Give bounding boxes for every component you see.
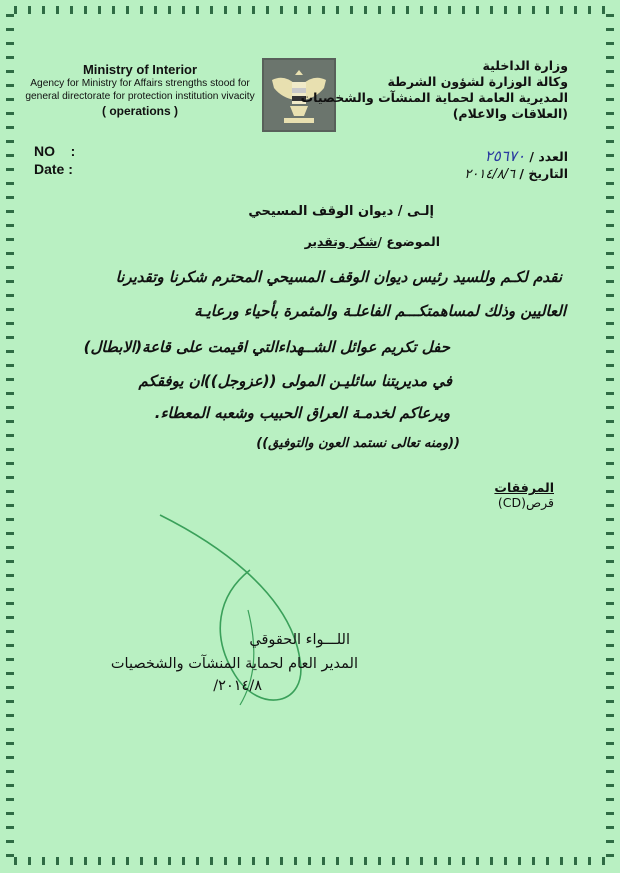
date-value: ٢٠١٤/٨/٦ [464, 167, 516, 182]
date-label-arabic: التاريخ / [519, 166, 568, 181]
no-date-fields [34, 142, 75, 178]
subject [305, 234, 440, 249]
attachments-item: قرص(CD) [497, 495, 554, 510]
attachments [494, 480, 554, 510]
ministry-name: Ministry of Interior [82, 62, 198, 77]
header-english [22, 62, 258, 118]
department-name-arabic: (العلاقات والاعلام) [452, 106, 568, 121]
signature-date: ٢٠١٤/٨/ [213, 678, 262, 694]
no-colon: : [70, 143, 76, 159]
no-label: NO [34, 143, 55, 159]
body-line: ويرعاكم لخدمـة العراق الحبيب وشعبه المعطاء. [154, 404, 450, 422]
agency-line-2: general directorate for protection institution vivacity [25, 91, 255, 102]
body-line: حفل تكريم عوائل الشــهداءالتي اقيمت على قاعة(الابطال) [83, 338, 450, 356]
reference-block [464, 148, 568, 183]
border-top [14, 6, 606, 14]
recipient: إلـى / ديوان الوقف المسيحي [248, 204, 434, 219]
date-label: Date : [34, 161, 73, 177]
closing-line: ((ومنه تعالى نستمد العون والتوفيق)) [256, 436, 460, 451]
header-arabic [301, 58, 568, 122]
subject-value: شكر وتقدير [304, 234, 378, 249]
number-label: العدد / [529, 149, 568, 164]
agency-name-arabic: وكالة الوزارة لشؤون الشرطة [387, 74, 568, 89]
signature-rank: اللـــواء الحقوقي [249, 632, 350, 648]
border-left [6, 14, 14, 859]
department-name: ( operations ) [101, 104, 178, 118]
directorate-name-arabic: المديرية العامة لحماية المنشآت والشخصيات [300, 90, 568, 105]
number-value: ٢٥٦٧٠ [484, 147, 526, 165]
border-right [606, 14, 614, 859]
body-line: العاليين وذلك لمساهمتكـــم الفاعلـة والمثمرة بأحياء ورعايـة [194, 302, 566, 320]
subject-label: الموضوع / [377, 234, 440, 249]
signature-title: المدير العام لحماية المنشآت والشخصيات [110, 656, 358, 672]
body-line: في مديريتنا سائليـن المولى ((عزوجل))ان يوفقكم [138, 372, 452, 390]
border-bottom [14, 857, 606, 865]
ministry-name-arabic: وزارة الداخلية [482, 58, 568, 73]
agency-line-1: Agency for Ministry for Affairs strengths stood for [30, 78, 250, 89]
attachments-label: المرفقات [494, 480, 554, 495]
body-line: نقدم لكـم وللسيد رئيس ديوان الوقف المسيحي المحترم شكرنا وتقديرنا [115, 268, 562, 286]
